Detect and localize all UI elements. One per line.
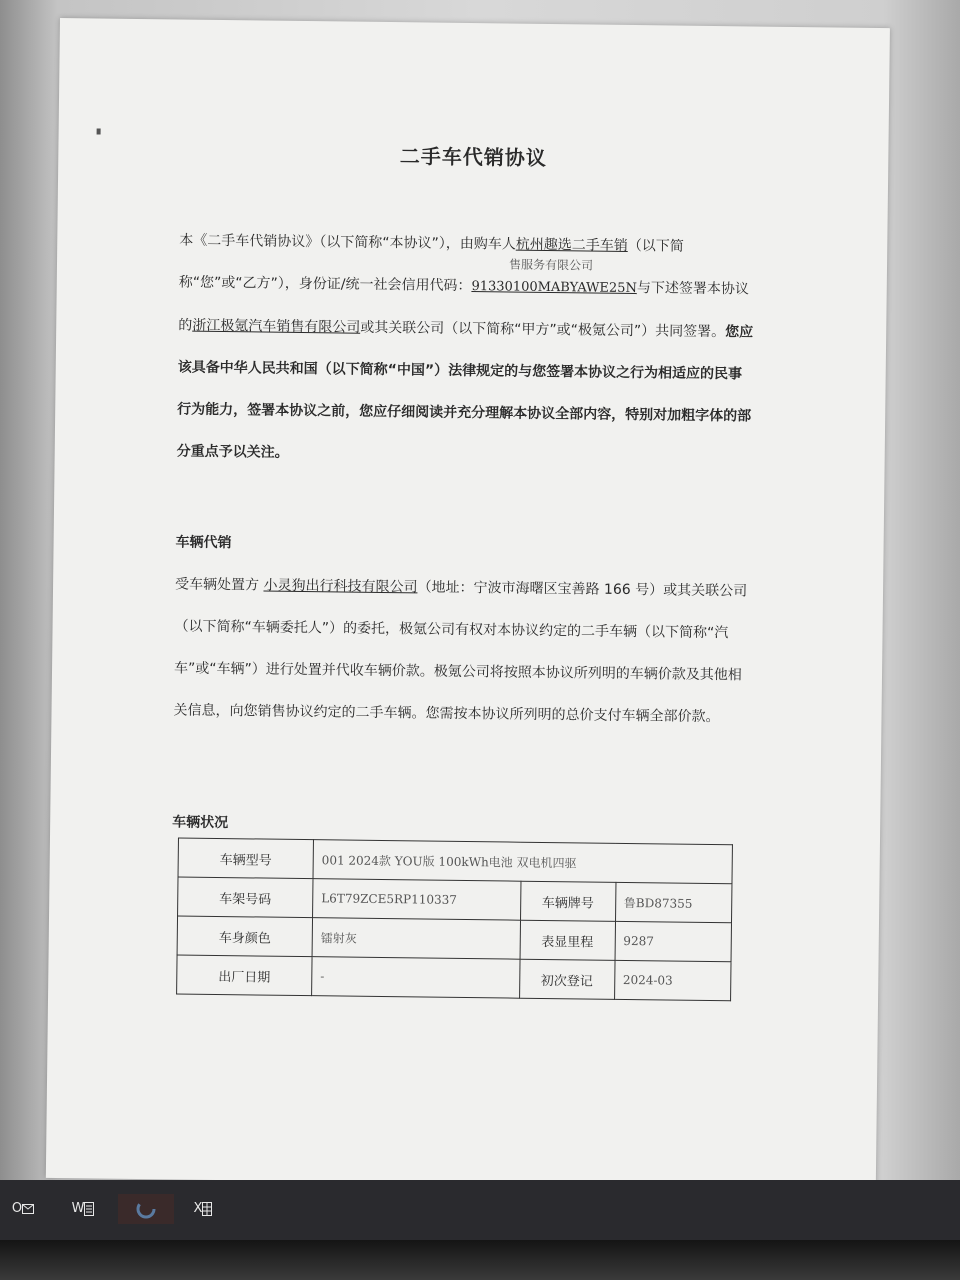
buyer-name-continuation: 售服务有限公司 (508, 257, 594, 273)
outlook-icon[interactable] (6, 1194, 40, 1224)
plate-label: 车辆牌号 (520, 881, 615, 921)
vin-label: 车架号码 (178, 877, 313, 918)
factory-date-value: - (312, 957, 520, 999)
table-row (177, 916, 731, 962)
document-title: 二手车代销协议 (399, 144, 547, 170)
vin-value: L6T79ZCE5RP110337 (313, 879, 521, 921)
section-heading-vehicle-consignment: 车辆代销 (175, 534, 232, 552)
owner-name: 小灵狗出行科技有限公司 (263, 577, 418, 596)
mileage-label: 表显里程 (520, 920, 615, 960)
document-page (46, 18, 890, 1188)
word-icon-letter: W (71, 1201, 85, 1216)
intro-text-4: 或其关联公司（以下简称“甲方”或“极氪公司”）共同签署。 (360, 319, 726, 341)
first-registration-label: 初次登记 (519, 959, 614, 999)
consignment-text-2: （地址：宁波市海曙区宝善路 166 号）或其关联公司（以下简称“车辆委托人”）的委托，极氪公司有权对本协议约定的二手车辆（以下简称“汽车”或“车辆”）进行处置并代收车辆价款。极氪公司将按照本协议所列明的车辆价款及其他相关信息，向您销售协议约定的二手车辆。您需按本协议所列明的总价支付车辆全部价款。 (173, 579, 748, 726)
excel-icon-letter: X (193, 1201, 203, 1216)
table-row (178, 877, 732, 923)
consignment-text-1: 受车辆处置方 (174, 576, 260, 594)
color-label: 车身颜色 (177, 916, 312, 957)
intro-paragraph (176, 219, 754, 479)
credit-code: 91330100MABYAWE25N (471, 279, 637, 297)
mileage-value: 9287 (615, 921, 732, 961)
seller-name: 浙江极氪汽车销售有限公司 (192, 317, 361, 336)
monitor-bezel (0, 1240, 960, 1280)
vehicle-info-table (176, 838, 733, 1002)
color-value: 镭射灰 (312, 918, 520, 960)
table-row (178, 838, 732, 884)
intro-text-3: 与下述签署本协议的 (178, 280, 749, 334)
intro-text-2: （以下简称“您”或“乙方”），身份证/统一社会信用代码： (178, 237, 684, 295)
plate-value: 鲁BD87355 (615, 882, 732, 922)
word-icon[interactable] (66, 1194, 100, 1224)
loading-app-icon[interactable] (118, 1194, 174, 1224)
buyer-name: 杭州趣选二手车销 (515, 236, 628, 254)
table-row (177, 955, 731, 1001)
page-mark (97, 128, 101, 134)
model-label: 车辆型号 (178, 838, 313, 879)
bold-notice: 您应该具备中华人民共和国（以下简称“中国”）法律规定的与您签署本协议之行为相适应的民事行为能力，签署本协议之前，您应仔细阅读并充分理解本协议全部内容，特别对加粗字体的部分重点予以关注。 (176, 324, 754, 461)
outlook-icon-letter: O (11, 1201, 23, 1216)
intro-text-1: 本《二手车代销协议》（以下简称“本协议”），由购车人 (179, 232, 516, 253)
model-value: 001 2024款 YOU版 100kWh电池 双电机四驱 (313, 840, 732, 884)
first-registration-value: 2024-03 (614, 960, 731, 1000)
consignment-paragraph (173, 563, 750, 738)
section-heading-vehicle-status: 车辆状况 (172, 814, 229, 832)
excel-icon[interactable] (186, 1194, 220, 1224)
taskbar (0, 1180, 960, 1240)
factory-date-label: 出厂日期 (177, 955, 312, 996)
